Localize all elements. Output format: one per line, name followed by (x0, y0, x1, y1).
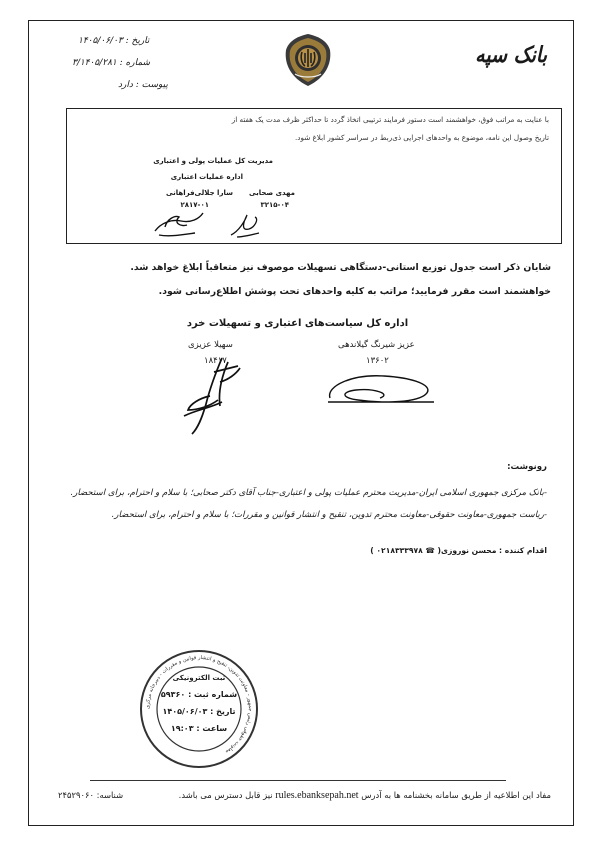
body-line-2: خواهشمند است مقرر فرمایید؛ مراتب به کلیه واحدهای تحت پوشش اطلاع‌رسانی شود. (158, 286, 551, 297)
box-signer-left-code: ۲۸۱۷-۰۱ (180, 201, 209, 209)
action-taker: اقدام کننده : محسن نوروزی( ☎ ۰۲۱۸۳۳۳۹۷۸ ) (370, 546, 547, 555)
number-label: شماره : (119, 58, 151, 68)
box-line-2: تاریخ وصول این نامه، موضوع به واحدهای اجرایی ذی‌ربط در سراسر کشور ابلاغ شود. (295, 133, 549, 142)
number-value: ۳/۱۴۰۵/۲۸۱ (72, 58, 117, 68)
stamp-number: شماره ثبت : ۵۹۳۶۰ (160, 690, 238, 699)
signature-left-main-icon (176, 352, 246, 438)
body-line-1: شایان ذکر است جدول توزیع استانی-دستگاهی تسهیلات موصوف نیز متعاقباً ابلاغ خواهد شد. (130, 262, 551, 273)
footer-notice-after: نیز قابل دسترس می باشد. (178, 790, 273, 800)
box-dept-2: اداره عملیات اعتباری (170, 173, 243, 181)
cc-line-1: -بانک مرکزی جمهوری اسلامی ایران-مدیریت محترم عملیات پولی و اعتباری-جناب آقای دکتر صحابی؛ با سلام و احترام، برای استحضار. (70, 488, 547, 498)
bank-logo-icon (283, 32, 333, 88)
signature-left-icon (151, 209, 207, 241)
signature-right-main-icon (322, 364, 442, 408)
box-signer-right-name: مهدی صحابی (249, 189, 295, 197)
box-dept-1: مدیریت کل عملیات پولی و اعتباری (153, 157, 273, 165)
signature-right-icon (225, 211, 265, 241)
signer-left-name: سهیلا عزیزی (188, 340, 233, 350)
box-line-1: با عنایت به مراتب فوق، خواهشمند است دستور فرمایند ترتیبی اتخاذ گردد تا حداکثر ظرف مدت یک هفته از (231, 115, 549, 124)
footer-id-label: شناسه: (96, 790, 124, 800)
box-signer-left-name: سارا جلالی‌فراهانی (166, 189, 233, 197)
signer-left-code: ۱۸۴۱۷ (204, 356, 227, 366)
footer-site-link[interactable]: rules.ebanksepah.net (275, 790, 359, 801)
box-signer-right-code: ۳۲۱۵-۰۴ (260, 201, 289, 209)
stamp-time: ساعت : ۱۹:۰۳ (170, 724, 228, 733)
date-value: ۱۴۰۵/۰۶/۰۳ (78, 36, 123, 46)
footer-notice-before: مفاد این اطلاعیه از طریق سامانه بخشنامه ها به آدرس (361, 790, 551, 800)
stamp-ring-text: معاونت حقوقی رئیس جمهور - معاونت تدوین، تنقیح و انتشار قوانین و مقررات - دبیرخانه مرکزی (144, 654, 254, 755)
cc-line-2: -ریاست جمهوری-معاونت حقوقی-معاونت محترم تدوین، تنقیح و انتشار قوانین و مقررات؛ با سلام و احترام، برای استحضار. (111, 510, 547, 520)
bank-brand: بانک سپه (475, 42, 547, 68)
stamp-title: ثبت الکترونیکی (172, 674, 226, 682)
signing-department: اداره کل سیاست‌های اعتباری و تسهیلات خرد (186, 318, 409, 329)
footer-notice (179, 790, 551, 801)
cc-title: رونوشت: (507, 462, 547, 472)
date-row (78, 36, 149, 46)
attachment-label: پیوست : (135, 80, 168, 90)
signer-right-code: ۱۳۶۰۲ (366, 356, 389, 366)
stamp-date: تاریخ : ۱۴۰۵/۰۶/۰۳ (162, 707, 236, 716)
signer-right-name: عزیز شیرنگ گیلاندهی (338, 340, 415, 350)
date-label: تاریخ : (125, 36, 150, 46)
footer-id-value: ۲۴۵۲۹۰۶۰ (58, 790, 94, 800)
attachment-value: دارد (118, 80, 133, 90)
footer-divider (90, 780, 506, 781)
footer-id (58, 790, 123, 800)
number-row (72, 58, 150, 68)
attachment-row (118, 80, 168, 90)
approval-box (66, 108, 562, 244)
